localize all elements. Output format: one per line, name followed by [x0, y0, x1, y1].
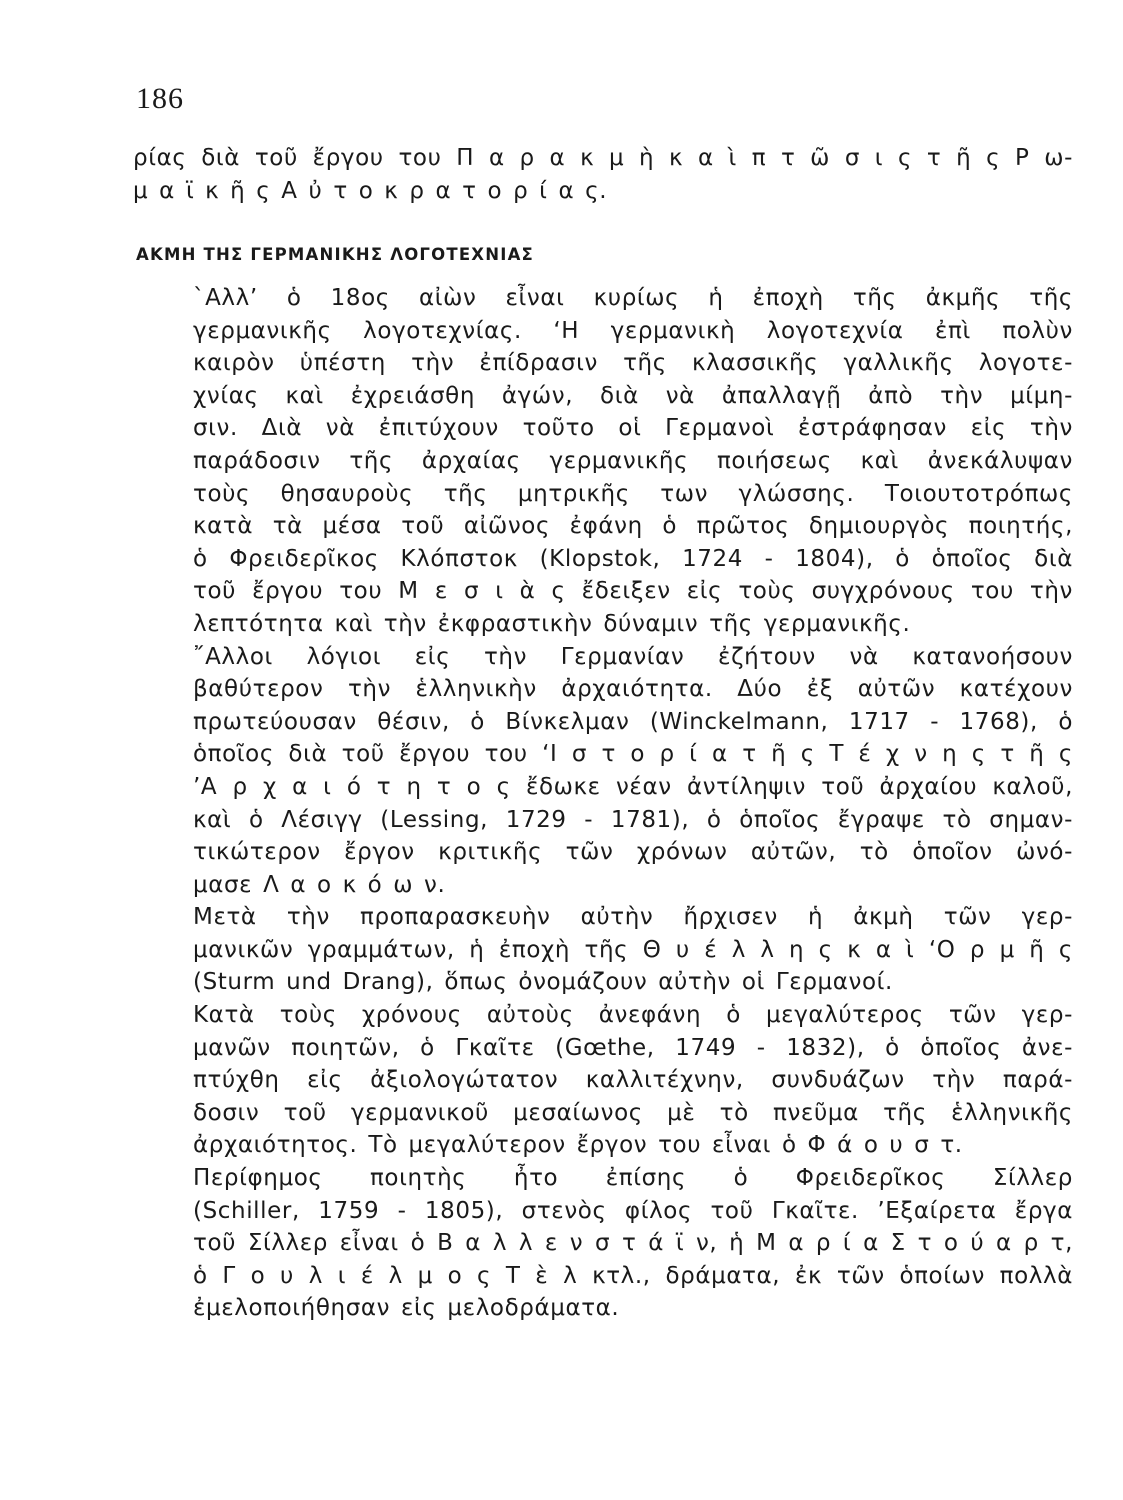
paragraph [133, 282, 1073, 641]
paragraph [133, 999, 1073, 1162]
text-line: ὁ Φρειδερῖκος Κλόπστοκ (Klopstok, 1724 - 1804), ὁ ὁποῖος διὰ [193, 545, 1073, 572]
text-line: λεπτότητα καὶ τὴν ἐκφραστικὴν δύναμιν τῆς γερμανικῆς. [193, 610, 911, 637]
text-line: ἀρχαιότητος. Τὸ μεγαλύτερον ἔργον του εἶναι ὁ Φ ά ο υ σ τ. [193, 1132, 963, 1159]
text-line: δοσιν τοῦ γερμανικοῦ μεσαίωνος μὲ τὸ πνεῦμα τῆς ἑλληνικῆς [193, 1099, 1073, 1126]
text-line: τικώτερον ἔργον κριτικῆς τῶν χρόνων αὐτῶν, τὸ ὁποῖον ὠνό- [193, 839, 1073, 866]
text-line: καὶ ὁ Λέσιγγ (Lessing, 1729 - 1781), ὁ ὁποῖος ἔγραψε τὸ σημαν- [193, 806, 1073, 833]
paragraph [133, 1162, 1073, 1325]
text-line: (Sturm und Drang), ὅπως ὀνομάζουν αὐτὴν οἱ Γερμανοί. [193, 969, 893, 996]
text-line: πρωτεύουσαν θέσιν, ὁ Βίνκελμαν (Winckelmann, 1717 - 1768), ὁ [193, 708, 1073, 735]
text-line: σιν. Διὰ νὰ ἐπιτύχουν τοῦτο οἱ Γερμανοὶ ἐστράφησαν εἰς τὴν [193, 415, 1073, 442]
text-line: `Αλλ’ ὁ 18ος αἰὼν εἶναι κυρίως ἡ ἐποχὴ τῆς ἀκμῆς τῆς [193, 285, 1073, 311]
text-line: ’Α ρ χ α ι ό τ η τ ο ς ἔδωκε νέαν ἀντίληψιν τοῦ ἀρχαίου καλοῦ, [193, 773, 1073, 800]
section-body [133, 282, 1073, 1325]
text-line: γερμανικῆς λογοτεχνίας. ‘Η γερμανικὴ λογοτεχνία ἐπὶ πολὺν [193, 317, 1073, 344]
section-heading: ΑΚΜΗ ΤΗΣ ΓΕΡΜΑΝΙΚΗΣ ΛΟΓΟΤΕΧΝΙΑΣ [136, 245, 535, 264]
text-line: Μετὰ τὴν προπαρασκευὴν αὐτὴν ἤρχισεν ἡ ἀκμὴ τῶν γερ- [193, 904, 1073, 931]
text-line: τοὺς θησαυροὺς τῆς μητρικῆς των γλώσσης. Τοιουτοτρόπως [193, 480, 1073, 507]
text-line: τοῦ ἔργου του Μ ε σ ι ὰ ς ἔδειξεν εἰς τοὺς συγχρόνους του τὴν [193, 578, 1073, 605]
text-line: καιρὸν ὑπέστη τὴν ἐπίδρασιν τῆς κλασσικῆς γαλλικῆς λογοτε- [193, 350, 1073, 377]
text-line: χνίας καὶ ἐχρειάσθη ἀγών, διὰ νὰ ἀπαλλαγῇ ἀπὸ τὴν μίμη- [193, 382, 1073, 409]
text-line: τοῦ Σίλλερ εἶναι ὁ Β α λ λ ε ν σ τ ά ϊ ν, ἡ Μ α ρ ί α Σ τ ο ύ α ρ τ, [193, 1230, 1073, 1257]
text-line: ὁποῖος διὰ τοῦ ἔργου του ‘Ι σ τ ο ρ ί α τ ῆ ς Τ έ χ ν η ς τ ῆ ς [193, 741, 1073, 768]
text-line: βαθύτερον τὴν ἑλληνικὴν ἀρχαιότητα. Δύο ἐξ αὐτῶν κατέχουν [193, 676, 1073, 703]
paragraph [133, 641, 1073, 902]
text-line: μανικῶν γραμμάτων, ἡ ἐποχὴ τῆς Θ υ έ λ λ η ς κ α ὶ ‘Ο ρ μ ῆ ς [193, 936, 1073, 963]
paragraph [133, 901, 1073, 999]
text-line: πτύχθη εἰς ἀξιολογώτατον καλλιτέχνην, συνδυάζων τὴν παρά- [193, 1067, 1073, 1094]
intro-text [133, 142, 1073, 207]
text-line: μ α ϊ κ ῆ ς Α ὐ τ ο κ ρ α τ ο ρ ί α ς. [133, 177, 608, 204]
text-line: κατὰ τὰ μέσα τοῦ αἰῶνος ἐφάνη ὁ πρῶτος δημιουργὸς ποιητής, [193, 513, 1073, 540]
page-number: 186 [136, 82, 184, 115]
text-line: παράδοσιν τῆς ἀρχαίας γερμανικῆς ποιήσεως καὶ ἀνεκάλυψαν [193, 447, 1073, 474]
text-line: ὁ Γ ο υ λ ι έ λ μ ο ς Τ ὲ λ κτλ., δράματα, ἐκ τῶν ὁποίων πολλὰ [193, 1262, 1073, 1289]
text-line: ἐμελοποιήθησαν εἰς μελοδράματα. [193, 1295, 620, 1322]
text-line: μασε Λ α ο κ ό ω ν. [193, 871, 446, 898]
text-line: ρίας διὰ τοῦ ἔργου του Π α ρ α κ μ ὴ κ α ὶ π τ ῶ σ ι ς τ ῆ ς Ρ ω- [133, 145, 1073, 171]
text-line: ῎Αλλοι λόγιοι εἰς τὴν Γερμανίαν ἐζήτουν νὰ κατανοήσουν [193, 643, 1073, 670]
text-line: Κατὰ τοὺς χρόνους αὐτοὺς ἀνεφάνη ὁ μεγαλύτερος τῶν γερ- [193, 1002, 1073, 1029]
text-line: (Schiller, 1759 - 1805), στενὸς φίλος τοῦ Γκαῖτε. ’Εξαίρετα ἔργα [193, 1197, 1073, 1224]
text-line: μανῶν ποιητῶν, ὁ Γκαῖτε (Gœthe, 1749 - 1832), ὁ ὁποῖος ἀνε- [193, 1034, 1073, 1061]
text-line: Περίφημος ποιητὴς ἦτο ἐπίσης ὁ Φρειδερῖκος Σίλλερ [193, 1165, 1073, 1192]
